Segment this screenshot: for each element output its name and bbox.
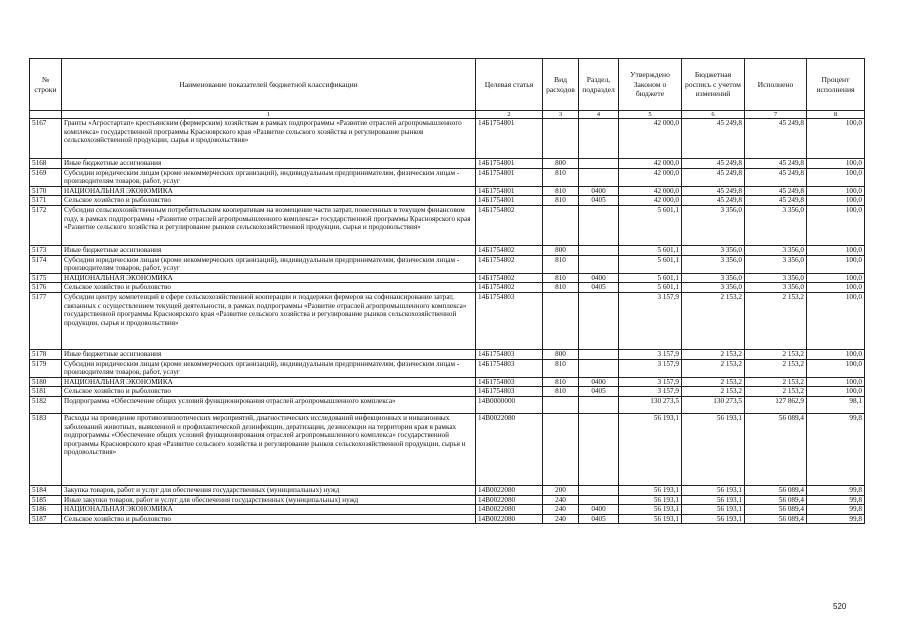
table-row: [30, 186, 865, 196]
percent-cell: 100,0: [807, 377, 865, 387]
executed-cell: 56 089,4: [745, 485, 807, 495]
row-name-cell: Субсидии юридическим лицам (кроме некоммерческих организаций), индивидуальным предпринимателям, физическим лицам - производителям товаров, работ, услуг: [62, 359, 476, 377]
approved-cell: 5 601,1: [619, 245, 682, 255]
table-row: [30, 159, 865, 169]
row-number-cell: 5183: [30, 413, 62, 485]
row-name-cell: Сельское хозяйство и рыболовство: [62, 196, 476, 206]
budget-execution-table: [29, 58, 865, 524]
percent-cell: 100,0: [807, 349, 865, 359]
table-row: [30, 359, 865, 377]
target-article-cell: 14Б1754803: [476, 377, 543, 387]
section-cell: 0400: [579, 505, 619, 515]
target-article-cell: 14Б1754801: [476, 119, 543, 159]
table-row: [30, 485, 865, 495]
budget-list-cell: 45 249,8: [682, 196, 745, 206]
row-name-cell: Иные бюджетные ассигнования: [62, 349, 476, 359]
percent-cell: 100,0: [807, 159, 865, 169]
target-article-cell: 14Б1754803: [476, 359, 543, 377]
expense-type-cell: [543, 413, 579, 485]
column-number: [30, 111, 62, 119]
budget-list-cell: 3 356,0: [682, 245, 745, 255]
section-cell: [579, 245, 619, 255]
row-name-cell: Субсидии сельскохозяйственным потребительским кооперативам на возмещение части затрат, понесенных в текущем финансовом году, в рамках подпрограммы «Развитие отраслей агропромышленного комплекса» государственной программы Красноярского края «Развитие сельского хозяйства и регулирование рынков сельскохозяйственной продукции, сырья и продовольствия»: [62, 205, 476, 245]
expense-type-cell: 810: [543, 196, 579, 206]
target-article-cell: 14Б1754802: [476, 245, 543, 255]
expense-type-cell: 810: [543, 359, 579, 377]
target-article-cell: 14В0022080: [476, 485, 543, 495]
table-row: [30, 349, 865, 359]
section-cell: [579, 396, 619, 413]
percent-cell: 100,0: [807, 387, 865, 397]
table-row: [30, 283, 865, 293]
executed-cell: 2 153,2: [745, 377, 807, 387]
section-cell: [579, 205, 619, 245]
row-number-cell: 5172: [30, 205, 62, 245]
executed-cell: 3 356,0: [745, 245, 807, 255]
page-number: 520: [833, 602, 847, 611]
percent-cell: 100,0: [807, 196, 865, 206]
budget-list-cell: 56 193,1: [682, 413, 745, 485]
column-number: 8: [807, 111, 865, 119]
row-number-cell: 5174: [30, 255, 62, 273]
section-cell: [579, 485, 619, 495]
budget-list-cell: 2 153,2: [682, 387, 745, 397]
expense-type-cell: [543, 292, 579, 349]
approved-cell: 130 273,5: [619, 396, 682, 413]
row-name-cell: Иные бюджетные ассигнования: [62, 159, 476, 169]
row-name-cell: Сельское хозяйство и рыболовство: [62, 387, 476, 397]
expense-type-cell: 810: [543, 255, 579, 273]
expense-type-cell: [543, 205, 579, 245]
approved-cell: 3 157,9: [619, 377, 682, 387]
target-article-cell: 14Б1754801: [476, 196, 543, 206]
approved-cell: 56 193,1: [619, 514, 682, 524]
approved-cell: 42 000,0: [619, 119, 682, 159]
percent-cell: 98,1: [807, 396, 865, 413]
row-number-cell: 5179: [30, 359, 62, 377]
target-article-cell: 14Б1754801: [476, 168, 543, 186]
target-article-cell: 14В0022080: [476, 505, 543, 515]
target-article-cell: 14Б1754803: [476, 349, 543, 359]
section-cell: 0405: [579, 387, 619, 397]
expense-type-cell: 800: [543, 349, 579, 359]
percent-cell: 99,8: [807, 495, 865, 505]
expense-type-cell: 810: [543, 273, 579, 283]
budget-list-cell: 45 249,8: [682, 159, 745, 169]
percent-cell: 99,8: [807, 514, 865, 524]
row-number-cell: 5181: [30, 387, 62, 397]
section-cell: [579, 413, 619, 485]
table-row: [30, 396, 865, 413]
row-number-cell: 5171: [30, 196, 62, 206]
table-row: [30, 505, 865, 515]
percent-cell: 99,8: [807, 413, 865, 485]
target-article-cell: 14Б1754803: [476, 292, 543, 349]
executed-cell: 3 356,0: [745, 205, 807, 245]
target-article-cell: 14Б1754803: [476, 387, 543, 397]
percent-cell: 100,0: [807, 119, 865, 159]
column-number: 6: [682, 111, 745, 119]
row-name-cell: Сельское хозяйство и рыболовство: [62, 514, 476, 524]
approved-cell: 56 193,1: [619, 495, 682, 505]
percent-cell: 100,0: [807, 168, 865, 186]
percent-cell: 100,0: [807, 186, 865, 196]
expense-type-cell: 810: [543, 186, 579, 196]
approved-cell: 5 601,1: [619, 255, 682, 273]
approved-cell: 3 157,9: [619, 292, 682, 349]
table-row: [30, 387, 865, 397]
row-number-cell: 5173: [30, 245, 62, 255]
approved-cell: 5 601,1: [619, 283, 682, 293]
expense-type-cell: 800: [543, 159, 579, 169]
budget-list-cell: 56 193,1: [682, 495, 745, 505]
section-cell: [579, 255, 619, 273]
approved-cell: 5 601,1: [619, 205, 682, 245]
header-name: Наименование показателей бюджетной классификации: [62, 59, 476, 111]
executed-cell: 45 249,8: [745, 168, 807, 186]
section-cell: [579, 349, 619, 359]
section-cell: [579, 359, 619, 377]
approved-cell: 3 157,9: [619, 349, 682, 359]
row-name-cell: НАЦИОНАЛЬНАЯ ЭКОНОМИКА: [62, 377, 476, 387]
header-percent: Процент исполнения: [807, 59, 865, 111]
section-cell: [579, 292, 619, 349]
approved-cell: 56 193,1: [619, 485, 682, 495]
row-number-cell: 5184: [30, 485, 62, 495]
target-article-cell: 14Б1754802: [476, 273, 543, 283]
table-row: [30, 377, 865, 387]
executed-cell: 2 153,2: [745, 359, 807, 377]
budget-list-cell: 56 193,1: [682, 505, 745, 515]
header-section: Раздел, подраздел: [579, 59, 619, 111]
section-cell: 0405: [579, 196, 619, 206]
budget-list-cell: 2 153,2: [682, 349, 745, 359]
row-name-cell: Гранты «Агростартап» крестьянским (фермерским) хозяйствам в рамках подпрограммы «Развитие отраслей агропромышленного комплекса» государственной программы Красноярского края «Развитие сельского хозяйства и регулирование рынков сельскохозяйственной продукции, сырья и продовольствия»: [62, 119, 476, 159]
expense-type-cell: [543, 396, 579, 413]
row-name-cell: НАЦИОНАЛЬНАЯ ЭКОНОМИКА: [62, 273, 476, 283]
approved-cell: 3 157,9: [619, 387, 682, 397]
budget-list-cell: 2 153,2: [682, 359, 745, 377]
budget-list-cell: 3 356,0: [682, 283, 745, 293]
section-cell: [579, 168, 619, 186]
target-article-cell: 14Б1754801: [476, 159, 543, 169]
target-article-cell: 14Б1754801: [476, 186, 543, 196]
column-number: 7: [745, 111, 807, 119]
table-header-row: [30, 59, 865, 111]
row-name-cell: Расходы на проведение противоэпизоотических мероприятий, диагностических исследований инфекционных и инвазионных заболеваний животных, выявленной и профилактической дезинфекции, дератизации, дезинсекции на территории края в рамках подпрограммы «Обеспечение общих условий функционирования отраслей агропромышленного комплекса» государственной программы Красноярского края «Развитие сельского хозяйства и регулирование рынков сельскохозяйственной продукции, сырья и продовольствия»: [62, 413, 476, 485]
target-article-cell: 14В0022080: [476, 514, 543, 524]
budget-list-cell: 56 193,1: [682, 485, 745, 495]
row-number-cell: 5178: [30, 349, 62, 359]
budget-list-cell: 130 273,5: [682, 396, 745, 413]
percent-cell: 100,0: [807, 359, 865, 377]
section-cell: 0400: [579, 377, 619, 387]
executed-cell: 2 153,2: [745, 349, 807, 359]
row-name-cell: Субсидии юридическим лицам (кроме некоммерческих организаций), индивидуальным предпринимателям, физическим лицам - производителям товаров, работ, услуг: [62, 255, 476, 273]
column-number: 2: [476, 111, 543, 119]
expense-type-cell: 240: [543, 505, 579, 515]
section-cell: [579, 495, 619, 505]
row-name-cell: Иные бюджетные ассигнования: [62, 245, 476, 255]
section-cell: 0405: [579, 283, 619, 293]
approved-cell: 56 193,1: [619, 413, 682, 485]
row-number-cell: 5168: [30, 159, 62, 169]
section-cell: 0400: [579, 186, 619, 196]
expense-type-cell: 200: [543, 485, 579, 495]
percent-cell: 99,8: [807, 485, 865, 495]
executed-cell: 56 089,4: [745, 505, 807, 515]
expense-type-cell: 810: [543, 283, 579, 293]
table-row: [30, 245, 865, 255]
section-cell: 0405: [579, 514, 619, 524]
row-name-cell: Подпрограмма «Обеспечение общих условий функционирования отраслей агропромышленного комплекса»: [62, 396, 476, 413]
row-name-cell: Субсидии центру компетенций в сфере сельскохозяйственной кооперации и поддержки фермеров на софинансирование затрат, связанных с осуществлением текущей деятельности, в рамках подпрограммы «Развитие отраслей агропромышленного комплекса» государственной программы Красноярского края «Развитие сельского хозяйства и регулирование рынков сельскохозяйственной продукции, сырья и продовольствия»: [62, 292, 476, 349]
table-row: [30, 495, 865, 505]
approved-cell: 5 601,1: [619, 273, 682, 283]
budget-list-cell: 3 356,0: [682, 255, 745, 273]
executed-cell: 3 356,0: [745, 273, 807, 283]
expense-type-cell: 810: [543, 377, 579, 387]
executed-cell: 127 862,9: [745, 396, 807, 413]
table-row: [30, 514, 865, 524]
expense-type-cell: [543, 119, 579, 159]
budget-list-cell: 45 249,8: [682, 119, 745, 159]
row-number-cell: 5175: [30, 273, 62, 283]
executed-cell: 45 249,8: [745, 186, 807, 196]
expense-type-cell: 810: [543, 387, 579, 397]
table-row: [30, 119, 865, 159]
column-number: 1: [62, 111, 476, 119]
target-article-cell: 14В0022080: [476, 413, 543, 485]
header-expense-type: Вид расходов: [543, 59, 579, 111]
row-number-cell: 5177: [30, 292, 62, 349]
header-target-article: Целевая статья: [476, 59, 543, 111]
target-article-cell: 14Б1754802: [476, 205, 543, 245]
table-row: [30, 205, 865, 245]
budget-list-cell: 2 153,2: [682, 377, 745, 387]
budget-list-cell: 45 249,8: [682, 186, 745, 196]
approved-cell: 42 000,0: [619, 168, 682, 186]
executed-cell: 56 089,4: [745, 413, 807, 485]
budget-list-cell: 3 356,0: [682, 205, 745, 245]
percent-cell: 100,0: [807, 245, 865, 255]
row-name-cell: Иные закупки товаров, работ и услуг для обеспечения государственных (муниципальных) нужд: [62, 495, 476, 505]
row-number-cell: 5170: [30, 186, 62, 196]
approved-cell: 56 193,1: [619, 505, 682, 515]
table-row: [30, 413, 865, 485]
section-cell: [579, 119, 619, 159]
table-row: [30, 196, 865, 206]
percent-cell: 100,0: [807, 273, 865, 283]
row-number-cell: 5185: [30, 495, 62, 505]
percent-cell: 100,0: [807, 292, 865, 349]
executed-cell: 3 356,0: [745, 255, 807, 273]
executed-cell: 45 249,8: [745, 119, 807, 159]
row-name-cell: НАЦИОНАЛЬНАЯ ЭКОНОМИКА: [62, 186, 476, 196]
executed-cell: 56 089,4: [745, 514, 807, 524]
executed-cell: 2 153,2: [745, 387, 807, 397]
table-row: [30, 168, 865, 186]
section-cell: [579, 159, 619, 169]
table-row: [30, 292, 865, 349]
approved-cell: 42 000,0: [619, 186, 682, 196]
row-name-cell: Субсидии юридическим лицам (кроме некоммерческих организаций), индивидуальным предпринимателям, физическим лицам - производителям товаров, работ, услуг: [62, 168, 476, 186]
target-article-cell: 14В0022080: [476, 495, 543, 505]
column-number: 4: [579, 111, 619, 119]
percent-cell: 100,0: [807, 205, 865, 245]
executed-cell: 56 089,4: [745, 495, 807, 505]
expense-type-cell: 240: [543, 514, 579, 524]
target-article-cell: 14Б1754802: [476, 255, 543, 273]
budget-list-cell: 2 153,2: [682, 292, 745, 349]
approved-cell: 42 000,0: [619, 196, 682, 206]
row-number-cell: 5182: [30, 396, 62, 413]
percent-cell: 99,8: [807, 505, 865, 515]
expense-type-cell: 240: [543, 495, 579, 505]
budget-list-cell: 56 193,1: [682, 514, 745, 524]
percent-cell: 100,0: [807, 283, 865, 293]
row-number-cell: 5169: [30, 168, 62, 186]
header-executed: Исполнено: [745, 59, 807, 111]
executed-cell: 45 249,8: [745, 196, 807, 206]
row-number-cell: 5176: [30, 283, 62, 293]
row-name-cell: Закупка товаров, работ и услуг для обеспечения государственных (муниципальных) нужд: [62, 485, 476, 495]
executed-cell: 3 356,0: [745, 283, 807, 293]
percent-cell: 100,0: [807, 255, 865, 273]
header-row-number: № строки: [30, 59, 62, 111]
row-number-cell: 5167: [30, 119, 62, 159]
executed-cell: 45 249,8: [745, 159, 807, 169]
row-number-cell: 5180: [30, 377, 62, 387]
row-number-cell: 5187: [30, 514, 62, 524]
target-article-cell: 14Б1754802: [476, 283, 543, 293]
column-number-row: [30, 111, 865, 119]
row-name-cell: Сельское хозяйство и рыболовство: [62, 283, 476, 293]
column-number: 3: [543, 111, 579, 119]
row-name-cell: НАЦИОНАЛЬНАЯ ЭКОНОМИКА: [62, 505, 476, 515]
table-row: [30, 273, 865, 283]
header-budget-list: Бюджетная роспись с учетом изменений: [682, 59, 745, 111]
table-row: [30, 255, 865, 273]
row-number-cell: 5186: [30, 505, 62, 515]
approved-cell: 3 157,9: [619, 359, 682, 377]
section-cell: 0400: [579, 273, 619, 283]
target-article-cell: 14В0000000: [476, 396, 543, 413]
header-approved: Утверждено Законом о бюджете: [619, 59, 682, 111]
expense-type-cell: 810: [543, 168, 579, 186]
executed-cell: 2 153,2: [745, 292, 807, 349]
budget-list-cell: 45 249,8: [682, 168, 745, 186]
column-number: 5: [619, 111, 682, 119]
budget-list-cell: 3 356,0: [682, 273, 745, 283]
expense-type-cell: 800: [543, 245, 579, 255]
approved-cell: 42 000,0: [619, 159, 682, 169]
